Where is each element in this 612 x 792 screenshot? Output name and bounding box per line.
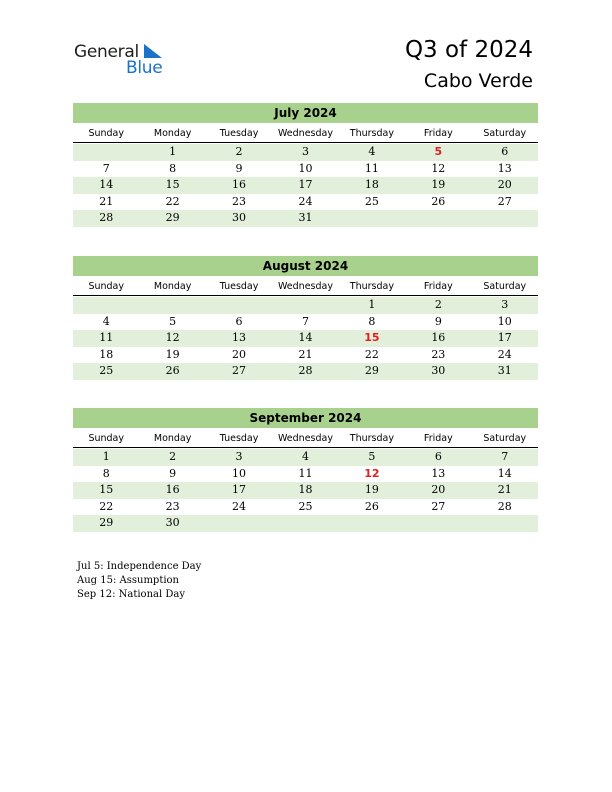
date-cell: 1 (368, 298, 376, 311)
date-cell: 28 (298, 364, 313, 377)
day-names-row (73, 431, 538, 448)
day-name: Monday (153, 433, 192, 444)
week-row (73, 144, 538, 161)
date-cell: 14 (298, 331, 313, 344)
date-cell: 6 (235, 314, 243, 328)
date-cell: 22 (364, 347, 379, 361)
date-cell (139, 297, 205, 314)
week-row (73, 515, 538, 532)
date-cell (73, 297, 139, 314)
date-cell: 29 (364, 364, 379, 377)
date-cell: 26 (165, 364, 180, 377)
date-cell (339, 210, 405, 227)
date-cell: 17 (497, 331, 512, 344)
month-calendar-september (73, 408, 538, 532)
week-row (73, 347, 538, 364)
date-cell: 25 (364, 194, 379, 208)
day-name: Monday (153, 128, 192, 139)
date-cell: 19 (165, 347, 180, 361)
date-cell: 29 (99, 516, 114, 529)
holiday-date-cell: 12 (364, 466, 380, 480)
date-cell: 19 (431, 178, 446, 191)
date-cell: 2 (235, 145, 243, 158)
date-cell: 27 (497, 194, 512, 208)
date-cell: 7 (501, 450, 509, 463)
date-cell: 21 (99, 194, 114, 208)
date-cell: 6 (434, 450, 442, 463)
month-header: August 2024 (73, 256, 538, 276)
date-cell: 10 (497, 314, 512, 328)
date-cell: 13 (232, 331, 247, 344)
date-cell: 15 (165, 178, 180, 191)
week-row (73, 297, 538, 314)
logo-text-blue: Blue (126, 58, 163, 78)
date-cell: 5 (368, 450, 376, 463)
holiday-item: Sep 12: National Day (77, 589, 185, 600)
day-name: Friday (423, 128, 453, 139)
date-cell: 2 (169, 450, 177, 463)
date-cell: 4 (368, 145, 376, 158)
date-cell: 29 (165, 211, 180, 224)
date-cell: 8 (169, 161, 177, 175)
date-cell: 18 (99, 347, 114, 361)
week-row (73, 363, 538, 380)
weeks (73, 449, 538, 532)
date-cell: 21 (497, 483, 512, 496)
day-name: Monday (153, 281, 192, 292)
date-cell: 25 (298, 499, 313, 513)
date-cell: 9 (434, 314, 442, 328)
logo-text-general: General (74, 42, 139, 62)
logo-triangle-icon (142, 42, 164, 60)
date-cell: 18 (298, 483, 313, 496)
day-name: Thursday (349, 128, 394, 139)
month-header: September 2024 (73, 408, 538, 428)
day-name: Sunday (88, 433, 124, 444)
date-cell (272, 515, 338, 532)
date-cell: 21 (298, 347, 313, 361)
date-cell: 30 (232, 211, 247, 224)
week-row (73, 466, 538, 483)
date-cell: 1 (102, 450, 110, 463)
date-cell: 8 (368, 314, 376, 328)
date-cell: 30 (431, 364, 446, 377)
day-name: Sunday (88, 281, 124, 292)
holiday-item: Jul 5: Independence Day (77, 561, 202, 572)
country-name: Cabo Verde (423, 70, 533, 92)
date-cell: 13 (497, 161, 512, 175)
date-cell (73, 144, 139, 161)
date-cell (472, 515, 538, 532)
date-cell: 23 (431, 347, 446, 361)
date-cell: 5 (169, 314, 177, 328)
date-cell: 9 (169, 466, 177, 480)
date-cell: 30 (165, 516, 180, 529)
month-calendar-july (73, 103, 538, 227)
date-cell: 7 (301, 314, 309, 328)
date-cell: 20 (232, 347, 247, 361)
date-cell: 3 (235, 450, 243, 463)
day-name: Thursday (349, 281, 394, 292)
date-cell: 3 (301, 145, 309, 158)
day-name: Saturday (483, 433, 527, 444)
day-name: Friday (423, 281, 453, 292)
date-cell: 17 (298, 178, 313, 191)
date-cell: 26 (431, 194, 446, 208)
date-cell (206, 515, 272, 532)
date-cell (339, 515, 405, 532)
day-name: Wednesday (277, 433, 333, 444)
date-cell: 24 (232, 499, 247, 513)
date-cell: 1 (169, 145, 177, 158)
date-cell: 10 (232, 466, 247, 480)
date-cell: 24 (298, 194, 313, 208)
week-row (73, 449, 538, 466)
generalblue-logo (74, 42, 174, 78)
date-cell: 31 (298, 211, 313, 224)
date-cell: 13 (431, 466, 446, 480)
date-cell: 4 (301, 450, 309, 463)
date-cell: 2 (434, 298, 442, 311)
day-name: Wednesday (277, 128, 333, 139)
holiday-item: Aug 15: Assumption (77, 575, 180, 586)
day-name: Wednesday (277, 281, 333, 292)
date-cell: 14 (99, 178, 114, 191)
date-cell (272, 297, 338, 314)
date-cell: 22 (165, 194, 180, 208)
week-row (73, 194, 538, 211)
date-cell (472, 210, 538, 227)
page-title: Q3 of 2024 (404, 37, 533, 63)
date-cell: 28 (497, 499, 512, 513)
date-cell: 3 (501, 298, 509, 311)
date-cell: 23 (232, 194, 247, 208)
date-cell: 16 (232, 178, 247, 191)
day-name: Tuesday (219, 433, 259, 444)
date-cell: 12 (165, 331, 180, 344)
date-cell: 24 (497, 347, 512, 361)
date-cell (206, 297, 272, 314)
date-cell: 15 (99, 483, 114, 496)
day-name: Saturday (483, 281, 527, 292)
date-cell: 17 (232, 483, 247, 496)
date-cell: 14 (497, 466, 512, 480)
week-row (73, 210, 538, 227)
day-name: Sunday (88, 128, 124, 139)
date-cell: 11 (364, 161, 379, 175)
weeks (73, 297, 538, 380)
week-row (73, 177, 538, 194)
date-cell: 22 (99, 499, 114, 513)
date-cell: 7 (102, 161, 110, 175)
date-cell: 20 (431, 483, 446, 496)
day-name: Thursday (349, 433, 394, 444)
date-cell: 4 (102, 314, 110, 328)
holiday-date-cell: 5 (434, 145, 443, 158)
date-cell: 20 (497, 178, 512, 191)
date-cell: 28 (99, 211, 114, 224)
date-cell: 23 (165, 499, 180, 513)
date-cell: 9 (235, 161, 243, 175)
date-cell: 6 (501, 145, 509, 158)
holiday-date-cell: 15 (364, 331, 380, 344)
day-names-row (73, 279, 538, 296)
date-cell: 8 (102, 466, 110, 480)
weeks (73, 144, 538, 227)
holiday-list (77, 560, 201, 602)
date-cell: 11 (298, 466, 313, 480)
date-cell (405, 210, 471, 227)
date-cell: 16 (165, 483, 180, 496)
date-cell: 18 (364, 178, 379, 191)
month-calendar-august (73, 256, 538, 380)
week-row (73, 482, 538, 499)
date-cell: 10 (298, 161, 313, 175)
day-names-row (73, 126, 538, 143)
date-cell: 31 (497, 364, 512, 377)
date-cell: 11 (99, 331, 114, 344)
date-cell: 27 (431, 499, 446, 513)
date-cell: 19 (364, 483, 379, 496)
date-cell: 26 (364, 499, 379, 513)
date-cell: 12 (431, 161, 446, 175)
day-name: Tuesday (219, 281, 259, 292)
date-cell: 25 (99, 364, 114, 377)
week-row (73, 161, 538, 178)
date-cell: 16 (431, 331, 446, 344)
day-name: Tuesday (219, 128, 259, 139)
day-name: Saturday (483, 128, 527, 139)
day-name: Friday (423, 433, 453, 444)
date-cell (405, 515, 471, 532)
week-row (73, 330, 538, 347)
week-row (73, 314, 538, 331)
week-row (73, 499, 538, 516)
month-header: July 2024 (73, 103, 538, 123)
date-cell: 27 (232, 364, 247, 377)
